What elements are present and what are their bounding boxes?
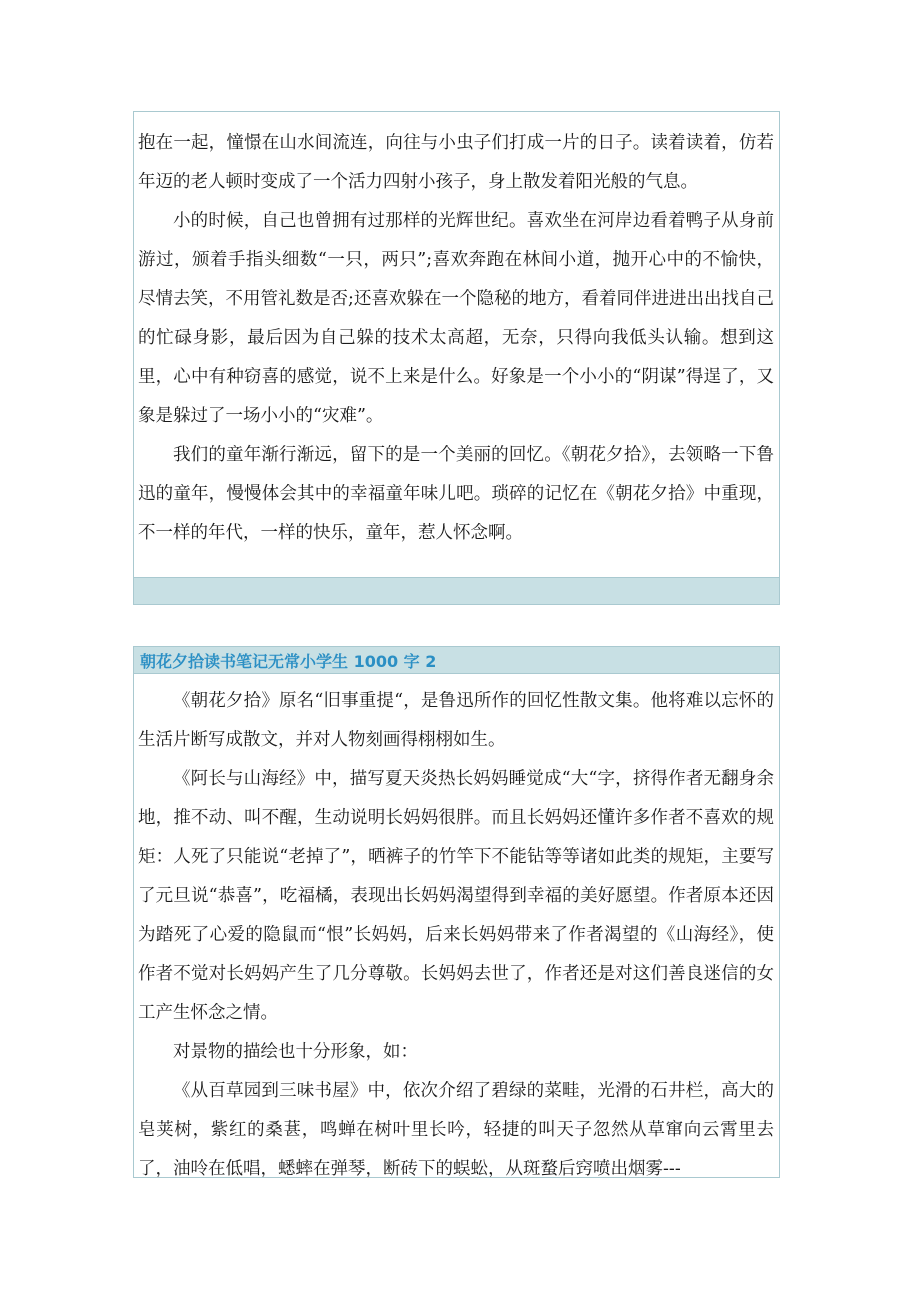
- paragraph: 小的时候，自己也曾拥有过那样的光辉世纪。喜欢坐在河岸边看着鸭子从身前游过，颁着手指头细数“一只，两只”;喜欢奔跑在林间小道，抛开心中的不愉快，尽情去笑，不用管礼数是否;还喜欢躲在一个隐秘的地方，看着同伴进进出出找自己的忙碌身影，最后因为自己躲的技术太高超，无奈，只得向我低头认输。想到这里，心中有种窃喜的感觉，说不上来是什么。好象是一个小小的“阴谋”得逞了，又象是躲过了一场小小的“灾难”。: [138, 211, 774, 426]
- section1-content: [134, 112, 779, 553]
- paragraph: 对景物的描绘也十分形象，如：: [173, 1042, 418, 1062]
- section-title-bar: [134, 647, 779, 674]
- paragraph: 我们的童年渐行渐远，留下的是一个美丽的回忆。《朝花夕拾》，去领略一下鲁迅的童年，慢慢体会其中的幸福童年味儿吧。琐碎的记忆在《朝花夕拾》中重现，不一样的年代，一样的快乐，童年，惹人怀念啊。: [138, 445, 774, 543]
- text-box-2: [133, 646, 780, 1178]
- paragraph: 《从百草园到三味书屋》中，依次介绍了碧绿的菜畦，光滑的石井栏，高大的皂荚树，紫红的桑葚，鸣蝉在树叶里长吟，轻捷的叫天子忽然从草窜向云霄里去了，油呤在低唱，蟋蟀在弹琴，断砖下的蜈蚣，从斑蝥后窍喷出烟雾---: [138, 1081, 774, 1178]
- paragraph: 《阿长与山海经》中，描写夏天炎热长妈妈睡觉成“大“字，挤得作者无翻身余地，推不动、叫不醒，生动说明长妈妈很胖。而且长妈妈还懂许多作者不喜欢的规矩：人死了只能说“老掉了”，晒裤子的竹竿下不能钻等等诸如此类的规矩，主要写了元旦说“恭喜”，吃福橘，表现出长妈妈渴望得到幸福的美好愿望。作者原本还因为踏死了心爱的隐鼠而“恨”长妈妈，后来长妈妈带来了作者渴望的《山海经》，使作者不觉对长妈妈产生了几分尊敬。长妈妈去世了，作者还是对这们善良迷信的女工产生怀念之情。: [138, 769, 774, 1023]
- paragraph: 《朝花夕拾》原名“旧事重提“，是鲁迅所作的回忆性散文集。他将难以忘怀的生活片断写成散文，并对人物刻画得栩栩如生。: [138, 691, 774, 750]
- section2-content: [134, 674, 779, 1178]
- text-box-1: [133, 111, 780, 605]
- paragraph-continuation: 抱在一起，憧憬在山水间流连，向往与小虫子们打成一片的日子。读着读着，仿若年迈的老人顿时变成了一个活力四射小孩子，身上散发着阳光般的气息。: [138, 133, 774, 192]
- section-title: 朝花夕拾读书笔记无常小学生 1000 字 2: [140, 651, 437, 671]
- box-footer-band: [134, 577, 779, 604]
